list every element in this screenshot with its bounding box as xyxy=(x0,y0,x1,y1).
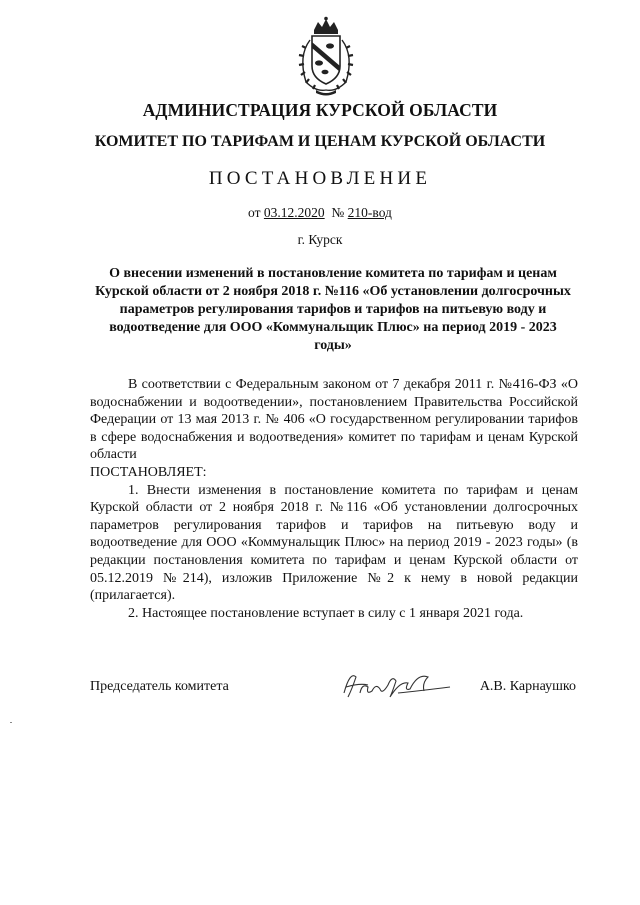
signer-name: А.В. Карнаушко xyxy=(479,679,576,694)
clause-2: 2. Настоящее постановление вступает в силу с 1 января 2021 года. xyxy=(128,605,524,621)
committee-title: КОМИТЕТ ПО ТАРИФАМ И ЦЕНАМ КУРСКОЙ ОБЛАСТИ xyxy=(94,133,546,150)
document-subject: О внесении изменений в постановление комитета по тарифам и ценам Курской области от 2 ноября 2018 г. №116 «Об установлении долгосрочных параметров регулирования тарифов и тарифов на питьевую воду и водоотведение для ООО «Коммунальщик Плюс» на период 2019 - 2023 годы» xyxy=(95,266,571,353)
number-prefix: № xyxy=(331,205,348,220)
date-number-line xyxy=(0,205,640,221)
date-prefix: от xyxy=(248,205,264,220)
document-body xyxy=(90,376,578,622)
signer-title: Председатель комитета xyxy=(90,679,229,694)
clause-1: 1. Внести изменения в постановление комитета по тарифам и ценам Курской области от 2 ноября 2018 г. №116 «Об установлении долгосрочных параметров регулирования тарифов и тарифов на питьевую воду и водоотведение для ООО «Коммунальщик Плюс» на период 2019 - 2023 годы» (в редакции постановления комитета по тарифам и ценам Курской области от 05.12.2019 №214), изложив Приложение №2 к нему в новой редакции (прилагается). xyxy=(90,482,578,604)
document-type: ПОСТАНОВЛЕНИЕ xyxy=(208,168,432,189)
document-date: 03.12.2020 xyxy=(263,205,325,220)
signature-block xyxy=(90,675,578,715)
organization-title: АДМИНИСТРАЦИЯ КУРСКОЙ ОБЛАСТИ xyxy=(142,100,498,120)
resolves-heading: ПОСТАНОВЛЯЕТ: xyxy=(90,464,207,480)
handwritten-signature xyxy=(338,663,456,707)
preamble-paragraph: В соответствии с Федеральным законом от 7 декабря 2011 г. №416-ФЗ «О водоснабжении и водоотведении», постановлением Правительства Российской Федерации от 13 мая 2013 г. № 406 «О государственном регулировании тарифов в сфере водоснабжения и водоотведения» комитет по тарифам и ценам Курской области xyxy=(90,377,578,463)
city: г. Курск xyxy=(297,232,343,247)
scan-mark xyxy=(10,722,12,723)
document-number: 210-вод xyxy=(347,205,392,220)
kursk-coat-of-arms-icon xyxy=(292,16,360,96)
